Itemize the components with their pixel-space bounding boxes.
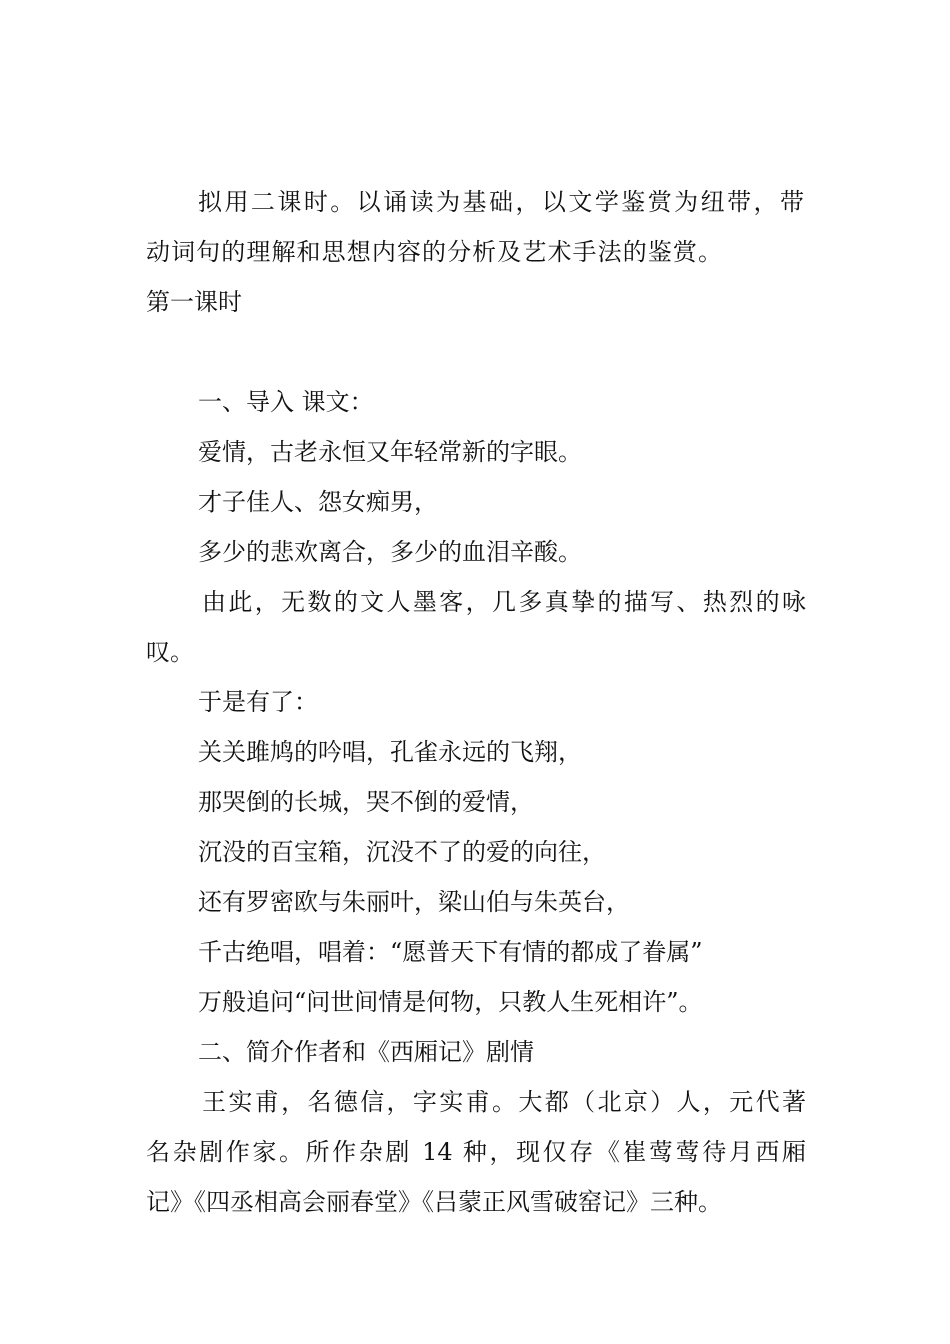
paragraph-2-line-3: 记》《四丞相高会丽春堂》《吕蒙正风雪破窑记》三种。	[146, 1188, 722, 1216]
transition-line: 于是有了：	[198, 688, 318, 716]
paragraph-1-line-1: 由此，无数的文人墨客，几多真挚的描写、热烈的咏	[202, 588, 806, 616]
poem-line-7: 还有罗密欧与朱丽叶，梁山伯与朱英台，	[198, 888, 630, 916]
lesson-heading: 第一课时	[146, 288, 242, 316]
intro-line-2: 动词句的理解和思想内容的分析及艺术手法的鉴赏。	[146, 238, 722, 266]
poem-line-2: 才子佳人、怨女痴男，	[198, 488, 438, 516]
paragraph-2-line-2: 名杂剧作家。所作杂剧 14 种，现仅存《崔莺莺待月西厢	[146, 1138, 806, 1166]
poem-line-9: 万般追问“问世间情是何物，只教人生死相许”。	[198, 988, 703, 1016]
paragraph-1-line-2: 叹。	[146, 638, 194, 666]
poem-line-4: 关关雎鸠的吟唱，孔雀永远的飞翔，	[198, 738, 582, 766]
poem-line-6: 沉没的百宝箱，沉没不了的爱的向往，	[198, 838, 606, 866]
section-2-heading: 二、简介作者和《西厢记》剧情	[198, 1038, 534, 1066]
poem-line-5: 那哭倒的长城，哭不倒的爱情，	[198, 788, 534, 816]
poem-line-3: 多少的悲欢离合，多少的血泪辛酸。	[198, 538, 582, 566]
poem-line-8: 千古绝唱，唱着：“愿普天下有情的都成了眷属”	[198, 938, 703, 966]
paragraph-2-line-1: 王实甫，名德信，字实甫。大都（北京）人，元代著	[202, 1088, 806, 1116]
intro-line-1: 拟用二课时。以诵读为基础，以文学鉴赏为纽带，带	[198, 188, 804, 216]
section-1-heading: 一、导入 课文：	[198, 388, 374, 416]
poem-line-1: 爱情，古老永恒又年轻常新的字眼。	[198, 438, 582, 466]
